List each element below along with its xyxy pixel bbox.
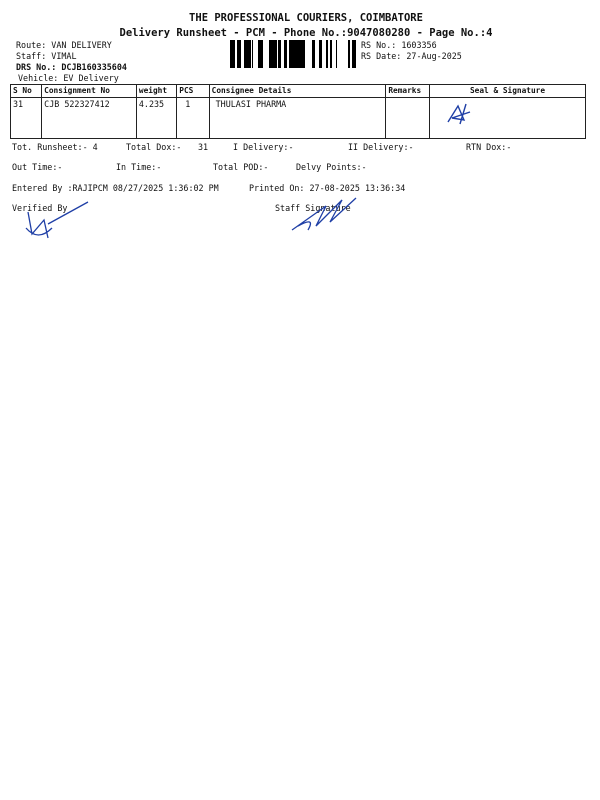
total-dox-label: Total Dox:- [126,142,182,152]
i-delivery: I Delivery:- [233,142,294,152]
route-label: Route: VAN DELIVERY [16,40,112,50]
cell-sno: 31 [11,98,42,139]
col-header-sno: S No [11,85,42,98]
col-header-seal: Seal & Signature [430,85,586,98]
col-header-weight: weight [136,85,176,98]
verified-by-label: Verified By [12,203,68,213]
runsheet-subtitle: Delivery Runsheet - PCM - Phone No.:9047080280 - Page No.:4 [119,27,493,39]
table-row [11,98,586,139]
runsheet-table [10,84,586,139]
cell-remarks [386,98,430,139]
entered-by: Entered By :RAJIPCM 08/27/2025 1:36:02 PM [12,183,219,193]
seal-signature-mark [440,100,480,128]
cell-consignee: THULASI PHARMA [209,98,386,139]
col-header-remarks: Remarks [386,85,430,98]
delvy-points: Delvy Points:- [296,162,367,172]
cell-consignment: CJB 522327412 [42,98,137,139]
total-dox-value: 31 [198,142,209,152]
table-header-row [11,85,586,98]
out-time: Out Time:- [12,162,63,172]
total-pod: Total POD:- [213,162,269,172]
ii-delivery: II Delivery:- [348,142,414,152]
staff-label: Staff: VIMAL [16,51,77,61]
barcode-icon [230,40,356,68]
col-header-consignment: Consignment No [42,85,137,98]
drs-label: DRS No.: DCJB160335604 [16,62,127,72]
cell-weight: 4.235 [136,98,176,139]
verified-signature-mark [18,198,98,246]
printed-on: Printed On: 27-08-2025 13:36:34 [249,183,406,193]
staff-signature-mark [286,196,366,236]
rs-number: RS No.: 1603356 [361,40,437,50]
cell-pcs: 1 [177,98,209,139]
vehicle-label: Vehicle: EV Delivery [18,73,119,83]
company-title: THE PROFESSIONAL COURIERS, COIMBATORE [189,12,423,24]
tot-runsheet: Tot. Runsheet:- 4 [12,142,98,152]
col-header-consignee: Consignee Details [209,85,386,98]
rs-date: RS Date: 27-Aug-2025 [361,51,462,61]
in-time: In Time:- [116,162,162,172]
col-header-pcs: PCS [177,85,209,98]
rtn-dox: RTN Dox:- [466,142,512,152]
staff-signature-label: Staff Signature [275,203,351,213]
